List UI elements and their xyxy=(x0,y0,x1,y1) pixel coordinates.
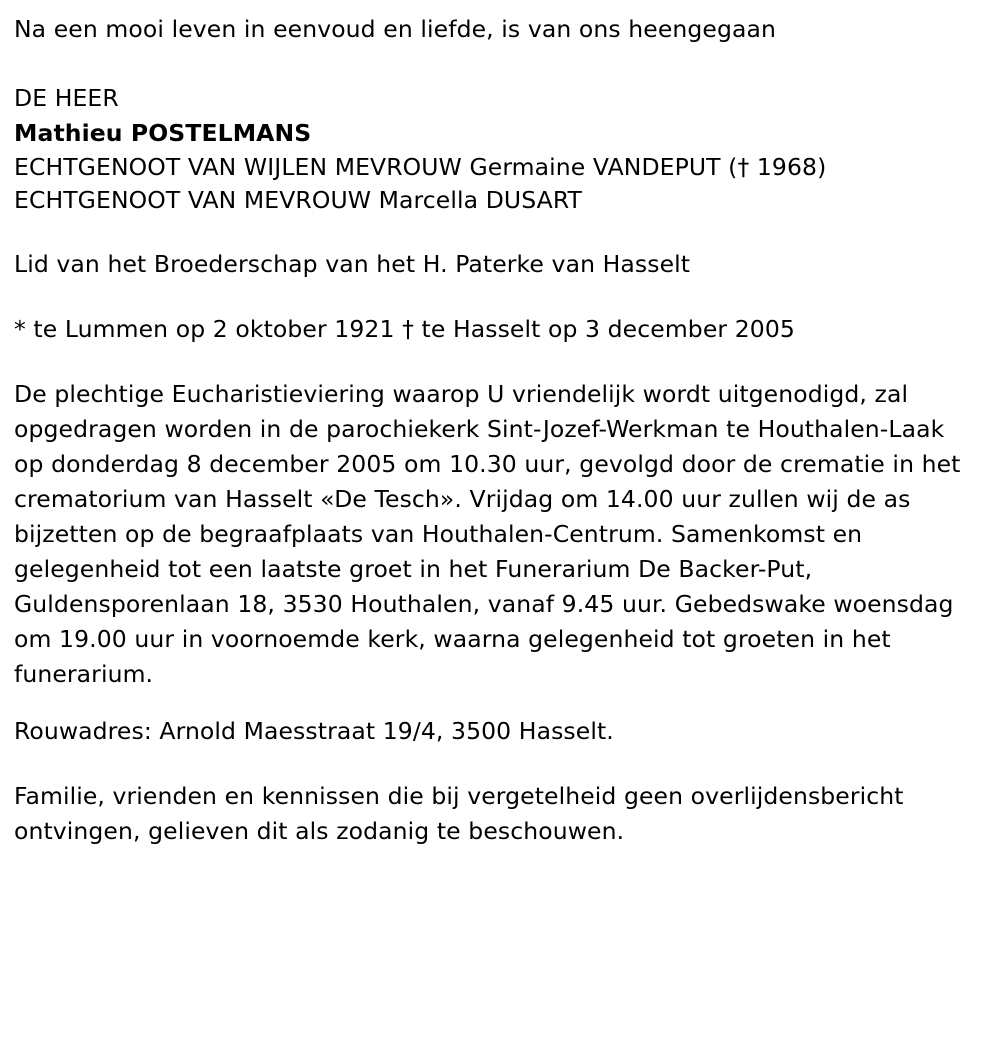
closing-note: Familie, vrienden en kennissen die bij vergetelheid geen overlijdensbericht ontvingen, gelieven dit als zodanig te beschouwen. xyxy=(14,782,904,845)
spacer xyxy=(14,692,978,714)
spacer xyxy=(14,749,978,779)
spacer xyxy=(14,282,978,312)
spacer xyxy=(14,217,978,247)
spouse-current-line: ECHTGENOOT VAN MEVROUW Marcella DUSART xyxy=(14,186,582,214)
deceased-name: Mathieu POSTELMANS xyxy=(14,119,312,147)
birth-death-dates: * te Lummen op 2 oktober 1921 † te Hasselt op 3 december 2005 xyxy=(14,315,795,343)
honorific-title: DE HEER xyxy=(14,84,119,112)
intro-text: Na een mooi leven in eenvoud en liefde, is van ons heengegaan xyxy=(14,15,776,43)
spacer xyxy=(14,47,978,81)
spouse-deceased-line: ECHTGENOOT VAN WIJLEN MEVROUW Germaine VANDEPUT († 1968) xyxy=(14,153,827,181)
spacer xyxy=(14,347,978,377)
membership-line: Lid van het Broederschap van het H. Paterke van Hasselt xyxy=(14,250,691,278)
service-details: De plechtige Eucharistieviering waarop U vriendelijk wordt uitgenodigd, zal opgedragen worden in de parochiekerk Sint-Jozef-Werkman te Houthalen-Laak op donderdag 8 december 2005 om 10.30 uur, gevolgd door de crematie in het crematorium van Hasselt «De Tesch». Vrijdag om 14.00 uur zullen wij de as bijzetten op de begraafplaats van Houthalen-Centrum. Samenkomst en gelegenheid tot een laatste groet in het Funerarium De Backer-Put, Guldensporenlaan 18, 3530 Houthalen, vanaf 9.45 uur. Gebedswake woensdag om 19.00 uur in voornoemde kerk, waarna gelegenheid tot groeten in het funerarium. xyxy=(14,380,961,688)
mourning-address: Rouwadres: Arnold Maesstraat 19/4, 3500 Hasselt. xyxy=(14,717,614,745)
